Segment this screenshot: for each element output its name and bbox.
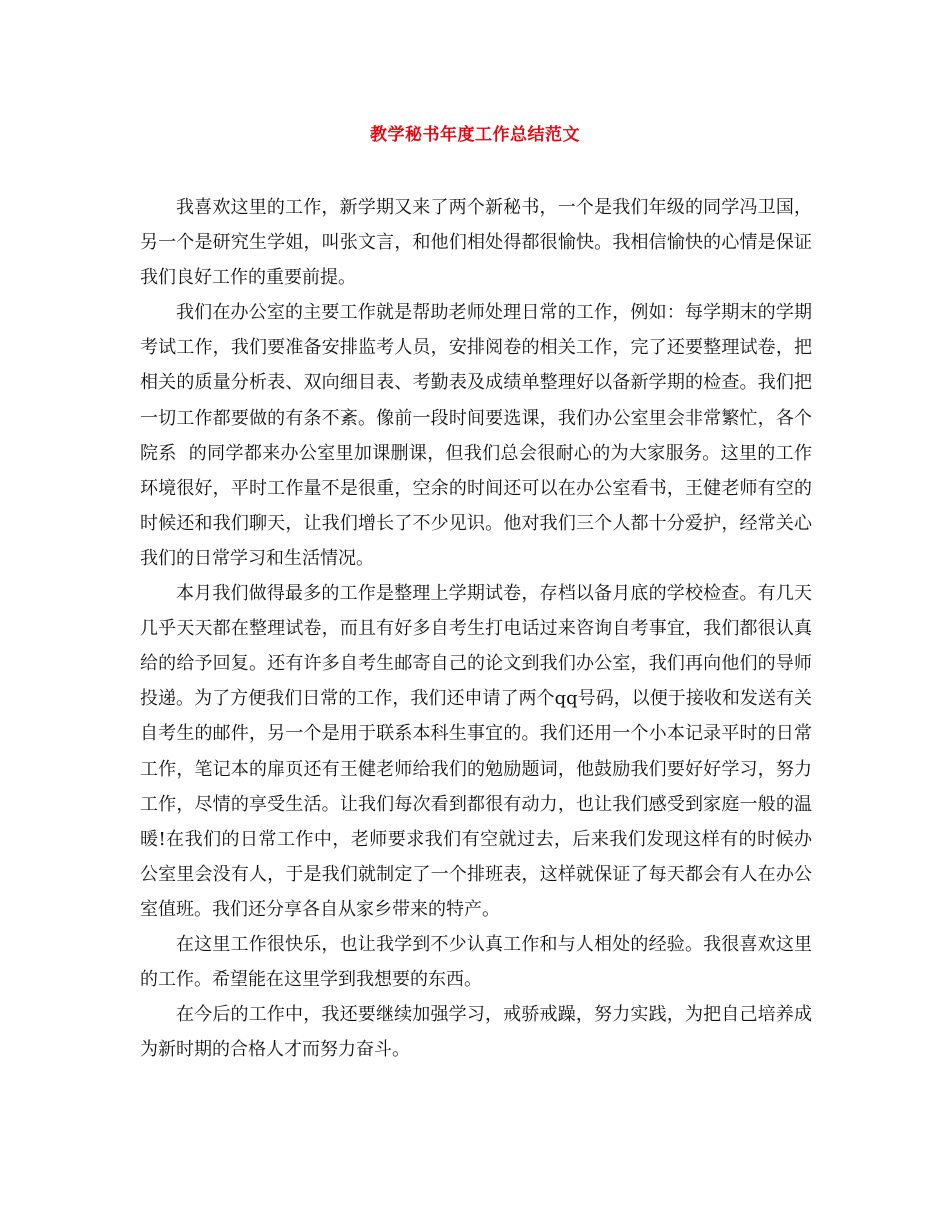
document-body: [140, 190, 812, 1067]
paragraph-5: 在今后的工作中，我还要继续加强学习，戒骄戒躁，努力实践，为把自己培养成为新时期的合格人才而努力奋斗。: [140, 1004, 812, 1061]
paragraph-3: 本月我们做得最多的工作是整理上学期试卷，存档以备月底的学校检查。有几天几乎天天都在整理试卷，而且有好多自考生打电话过来咨询自考事宜，我们都很认真给的给予回复。还有许多自考生邮寄自己的论文到我们办公室，我们再向他们的导师投递。为了方便我们日常的工作，我们还申请了两个qq号码，以便于接收和发送有关自考生的邮件，另一个是用于联系本科生事宜的。我们还用一个小本记录平时的日常工作，笔记本的扉页还有王健老师给我们的勉励题词，他鼓励我们要好好学习，努力工作，尽情的享受生活。让我们每次看到都很有动力，也让我们感受到家庭一般的温暖!在我们的日常工作中，老师要求我们有空就过去，后来我们发现这样有的时候办公室里会没有人，于是我们就制定了一个排班表，这样就保证了每天都会有人在办公室值班。我们还分享各自从家乡带来的特产。: [140, 583, 812, 920]
paragraph-2: 我们在办公室的主要工作就是帮助老师处理日常的工作，例如：每学期末的学期考试工作，我们要准备安排监考人员，安排阅卷的相关工作，完了还要整理试卷，把相关的质量分析表、双向细目表、考勤表及成绩单整理好以备新学期的检查。我们把一切工作都要做的有条不紊。像前一段时间要选课，我们办公室里会非常繁忙，各个院系 的同学都来办公室里加课删课，但我们总会很耐心的为大家服务。这里的工作环境很好，平时工作量不是很重，空余的时间还可以在办公室看书，王健老师有空的时候还和我们聊天，让我们增长了不少见识。他对我们三个人都十分爱护，经常关心我们的日常学习和生活情况。: [140, 302, 812, 569]
paragraph-4: 在这里工作很快乐，也让我学到不少认真工作和与人相处的经验。我很喜欢这里的工作。希望能在这里学到我想要的东西。: [140, 933, 812, 991]
document-title: 教学秘书年度工作总结范文: [370, 125, 580, 145]
paragraph-1: 我喜欢这里的工作，新学期又来了两个新秘书，一个是我们年级的同学冯卫国，另一个是研究生学姐，叫张文言，和他们相处得都很愉快。我相信愉快的心情是保证我们良好工作的重要前提。: [140, 197, 812, 289]
